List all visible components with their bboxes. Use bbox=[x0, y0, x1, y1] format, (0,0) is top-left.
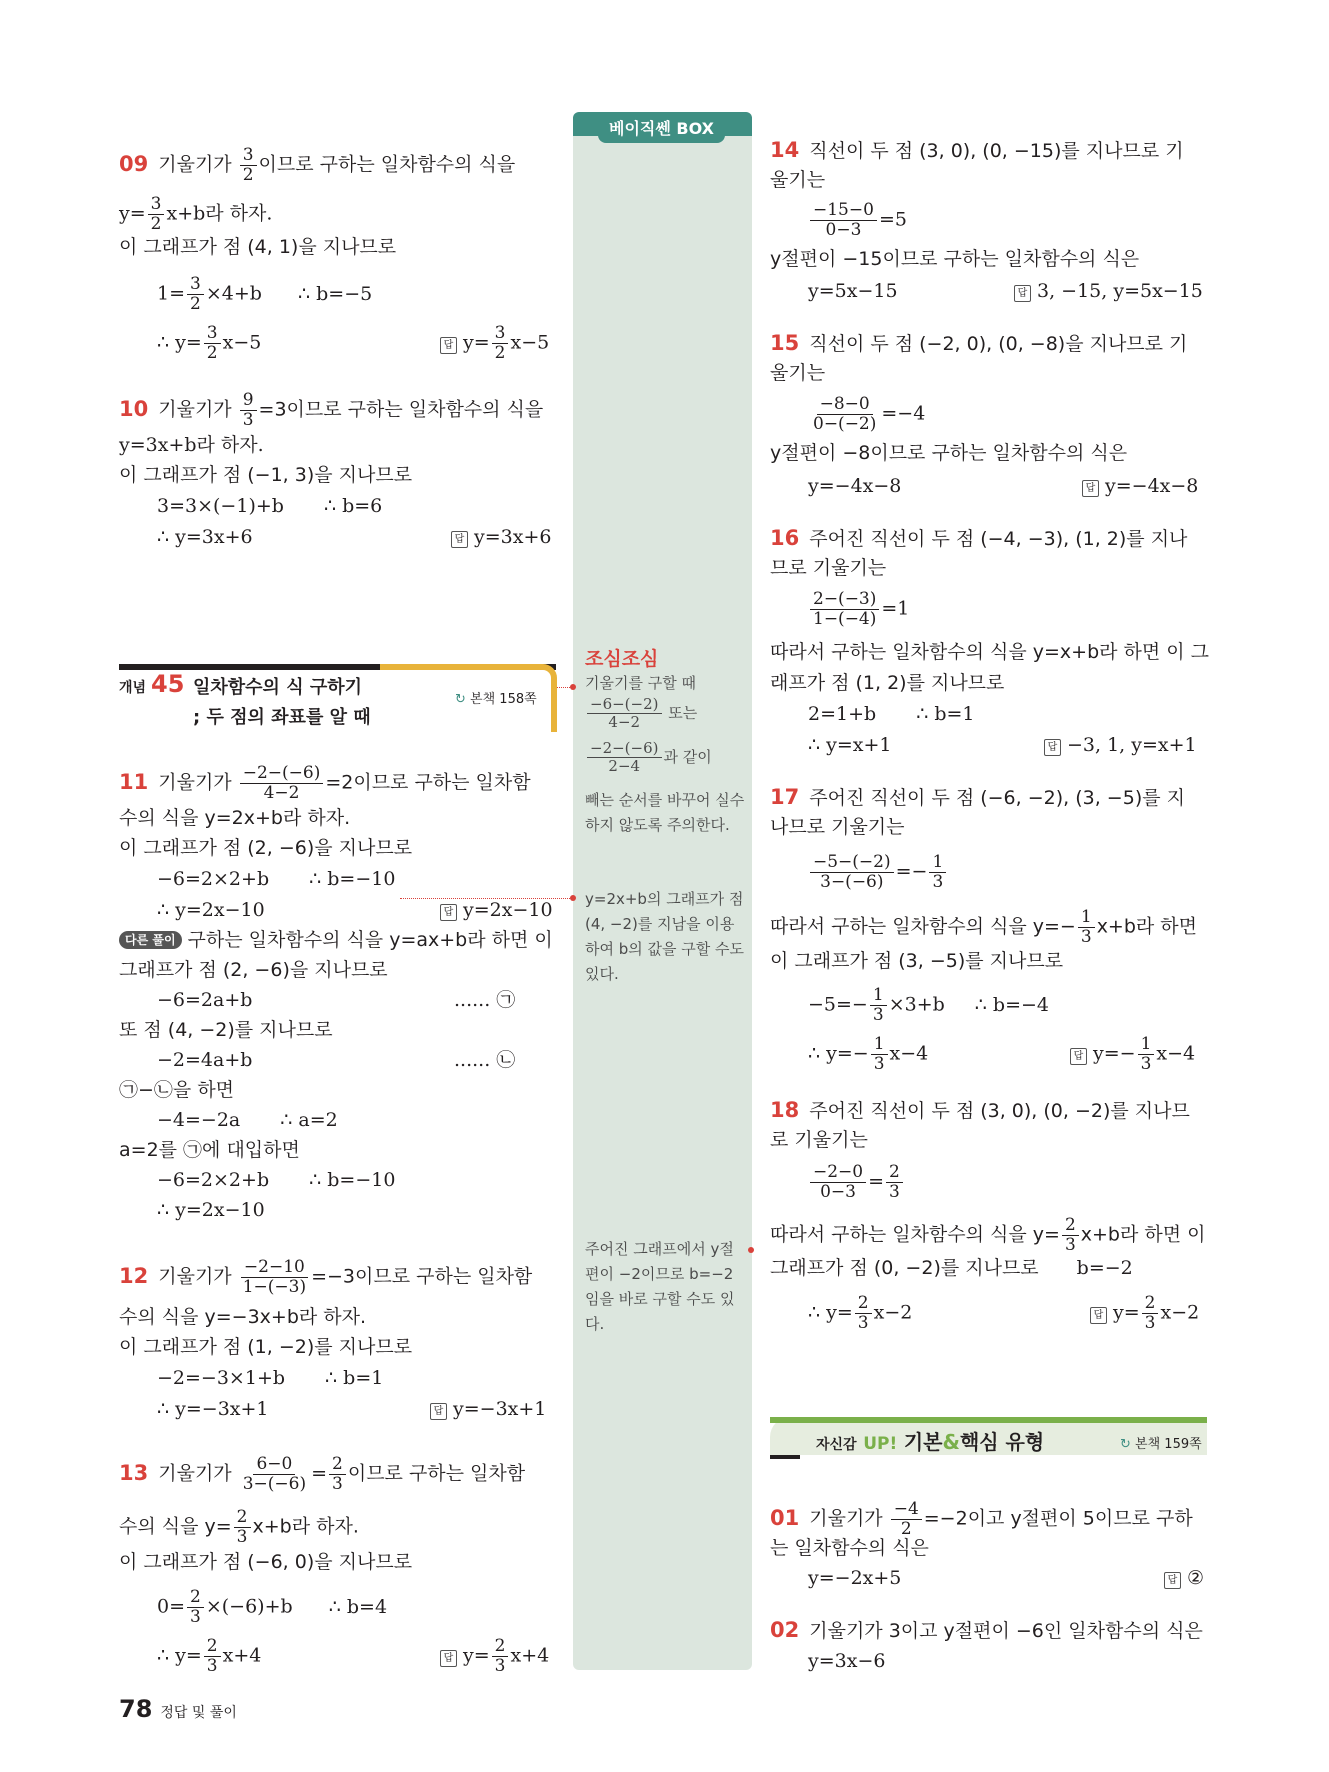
problem-16-answer: 답 −3, 1, y=x+1 bbox=[1044, 733, 1197, 757]
section-ref: ↻ 본책 159쪽 bbox=[1120, 1437, 1202, 1452]
problem-17-line-4: 따라서 구하는 일차함수의 식을 y=− $\frac{1}{3}$ x+b라 하면 bbox=[770, 907, 1198, 947]
problem-11-line-13: a=2를 ㉠에 대입하면 bbox=[119, 1139, 300, 1161]
problem-12-answer: 답 y=−3x+1 bbox=[430, 1397, 546, 1421]
page-number: 78 bbox=[119, 1695, 153, 1723]
answer-mark-icon: 답 bbox=[1164, 1572, 1181, 1589]
problem-13-line-3: 이 그래프가 점 (−6, 0)을 지나므로 bbox=[119, 1551, 413, 1573]
problem-11-line-2: 수의 식을 y=2x+b라 하자. bbox=[119, 807, 351, 829]
question-01-line-1: 01 기울기가 $\frac{-4}{2}$ =−2이고 y절편이 5이므로 구하 bbox=[770, 1499, 1193, 1539]
problem-09-line-3: 이 그래프가 점 (4, 1)을 지나므로 bbox=[119, 236, 397, 258]
problem-18-line-5: 그래프가 점 (0, −2)를 지나므로 b=−2 bbox=[770, 1257, 1133, 1279]
refresh-icon: ↻ bbox=[455, 692, 466, 707]
concept-number: 45 bbox=[151, 670, 185, 698]
problem-12-line-3: 이 그래프가 점 (1, −2)를 지나므로 bbox=[119, 1336, 413, 1358]
section-header-bar bbox=[770, 1417, 1207, 1423]
problem-11-line-6: 다른 풀이 구하는 일차함수의 식을 y=ax+b라 하면 이 bbox=[119, 928, 553, 952]
problem-15-line-4: y절편이 −8이므로 구하는 일차함수의 식은 bbox=[770, 442, 1128, 464]
section-title: 자신감 UP! 기본&핵심 유형 bbox=[816, 1430, 1045, 1454]
answer-mark-icon: 답 bbox=[1014, 285, 1031, 302]
problem-11-line-5: ∴ y=2x−10 bbox=[157, 899, 265, 921]
problem-10-answer: 답 y=3x+6 bbox=[451, 525, 551, 549]
box-title: 베이직쎈 BOX bbox=[598, 115, 725, 143]
caution-fraction-1: $\frac{-6-(-2)}{4-2}$ bbox=[587, 696, 662, 731]
problem-17-answer: 답 y=− $\frac{1}{3}$ x−4 bbox=[1070, 1035, 1195, 1074]
problem-15-line-3: $\frac{-8-0}{0-(-2)}$ =−4 bbox=[813, 394, 926, 434]
problem-14-line-3: $\frac{-15-0}{0-3}$ =5 bbox=[808, 201, 907, 240]
problem-11-line-11: ㉠−㉡을 하면 bbox=[119, 1079, 235, 1101]
problem-12-line-2: 수의 식을 y=−3x+b라 하자. bbox=[119, 1306, 367, 1328]
problem-17-line-1: 17 주어진 직선이 두 점 (−6, −2), (3, −5)를 지 bbox=[770, 785, 1185, 809]
problem-11-line-8: −6=2a+b ...... ㉠ bbox=[157, 989, 516, 1011]
alt-solution-badge: 다른 풀이 bbox=[119, 931, 182, 949]
note-leader bbox=[556, 687, 572, 688]
caution-line-4: 빼는 순서를 바꾸어 실수하지 않도록 주의한다. bbox=[585, 791, 745, 834]
problem-14-line-4: y절편이 −15이므로 구하는 일차함수의 식은 bbox=[770, 248, 1140, 270]
answer-mark-icon: 답 bbox=[1070, 1048, 1087, 1065]
problem-10-line-3: 이 그래프가 점 (−1, 3)을 지나므로 bbox=[119, 464, 413, 486]
problem-18-line-4: 따라서 구하는 일차함수의 식을 y= $\frac{2}{3}$ x+b라 하면 이 bbox=[770, 1215, 1206, 1255]
refresh-icon: ↻ bbox=[1120, 1437, 1131, 1452]
answer-mark-icon: 답 bbox=[440, 337, 457, 354]
problem-14-line-5: y=5x−15 bbox=[808, 280, 898, 302]
side-note-3: 주어진 그래프에서 y절편이 −2이므로 b=−2임을 바로 구할 수도 있다. bbox=[585, 1240, 735, 1333]
problem-11-line-9: 또 점 (4, −2)를 지나므로 bbox=[119, 1019, 333, 1041]
problem-12-line-4: −2=−3×1+b ∴ b=1 bbox=[157, 1367, 384, 1389]
problem-17-line-5: 이 그래프가 점 (3, −5)를 지나므로 bbox=[770, 950, 1064, 972]
problem-10-line-5: ∴ y=3x+6 bbox=[157, 526, 253, 548]
problem-10-line-4: 3=3×(−1)+b ∴ b=6 bbox=[157, 495, 383, 517]
problem-17-line-3: $\frac{-5-(-2)}{3-(-6)}$ =− $\frac{1}{3}$ bbox=[808, 853, 948, 892]
problem-11-answer: 답 y=2x−10 bbox=[440, 898, 553, 922]
problem-16-line-3: $\frac{2-(-3)}{1-(-4)}$ =1 bbox=[808, 590, 909, 629]
problem-11-line-12: −4=−2a ∴ a=2 bbox=[157, 1109, 338, 1131]
answer-mark-icon: 답 bbox=[440, 1650, 457, 1667]
question-02-line-1: 02 기울기가 3이고 y절편이 −6인 일차함수의 식은 bbox=[770, 1618, 1203, 1642]
problem-13-answer: 답 y= $\frac{2}{3}$ x+4 bbox=[440, 1637, 549, 1676]
problem-16-line-6: 2=1+b ∴ b=1 bbox=[808, 703, 975, 725]
problem-11-line-15: ∴ y=2x−10 bbox=[157, 1199, 265, 1221]
problem-12-line-5: ∴ y=−3x+1 bbox=[157, 1398, 269, 1420]
problem-11-line-7: 그래프가 점 (2, −6)을 지나므로 bbox=[119, 959, 388, 981]
concept-prefix: 개념 bbox=[119, 680, 147, 696]
problem-16-line-5: 래프가 점 (1, 2)를 지나므로 bbox=[770, 672, 1005, 694]
question-02-line-2: y=3x−6 bbox=[808, 1650, 886, 1672]
answer-mark-icon: 답 bbox=[1044, 739, 1061, 756]
problem-18-line-3: $\frac{-2-0}{0-3}$ = $\frac{2}{3}$ bbox=[808, 1163, 905, 1202]
problem-11-line-1: 11 기울기가 $\frac{-2-(-6)}{4-2}$ =2이므로 구하는 일차함 bbox=[119, 763, 531, 803]
caution-title: 조심조심 bbox=[585, 648, 659, 670]
question-01-line-2: 는 일차함수의 식은 bbox=[770, 1537, 929, 1559]
concept-title-1: 일차함수의 식 구하기 bbox=[193, 677, 363, 698]
problem-11-line-10: −2=4a+b ...... ㉡ bbox=[157, 1049, 516, 1071]
problem-15-line-2: 울기는 bbox=[770, 362, 826, 384]
problem-18-line-6: ∴ y= $\frac{2}{3}$ x−2 bbox=[808, 1293, 913, 1333]
problem-16-line-2: 므로 기울기는 bbox=[770, 557, 887, 579]
problem-17-line-2: 나므로 기울기는 bbox=[770, 816, 905, 838]
problem-13-line-2: 수의 식을 y= $\frac{2}{3}$ x+b라 하자. bbox=[119, 1507, 359, 1547]
concept-title-2: ; 두 점의 좌표를 알 때 bbox=[193, 707, 371, 728]
problem-16-line-1: 16 주어진 직선이 두 점 (−4, −3), (1, 2)를 지나 bbox=[770, 526, 1188, 550]
problem-17-line-6: −5=− $\frac{1}{3}$ ×3+b ∴ b=−4 bbox=[808, 985, 1049, 1025]
problem-15-line-5: y=−4x−8 bbox=[808, 475, 902, 497]
problem-11-line-3: 이 그래프가 점 (2, −6)을 지나므로 bbox=[119, 837, 413, 859]
page-footer bbox=[119, 1697, 237, 1725]
problem-16-line-7: ∴ y=x+1 bbox=[808, 734, 892, 756]
caution-line-1: 기울기를 구할 때 bbox=[585, 674, 696, 692]
footer-label: 정답 및 풀이 bbox=[160, 1705, 237, 1721]
question-01-line-3: y=−2x+5 bbox=[808, 1567, 902, 1589]
answer-mark-icon: 답 bbox=[440, 904, 457, 921]
problem-18-answer: 답 y= $\frac{2}{3}$ x−2 bbox=[1090, 1294, 1199, 1333]
problem-14-line-2: 울기는 bbox=[770, 169, 826, 191]
question-01-answer: 답 ② bbox=[1164, 1566, 1204, 1590]
problem-15-answer: 답 y=−4x−8 bbox=[1082, 474, 1198, 498]
problem-14-answer: 답 3, −15, y=5x−15 bbox=[1014, 279, 1203, 303]
section-header-mark bbox=[770, 1455, 800, 1459]
answer-mark-icon: 답 bbox=[1090, 1307, 1107, 1324]
problem-14-line-1: 14 직선이 두 점 (3, 0), (0, −15)를 지나므로 기 bbox=[770, 138, 1184, 162]
answer-mark-icon: 답 bbox=[451, 531, 468, 548]
problem-17-line-7: ∴ y=− $\frac{1}{3}$ x−4 bbox=[808, 1034, 929, 1074]
caution-line-3: $\frac{-2-(-6)}{2-4}$ 과 같이 bbox=[585, 740, 745, 775]
problem-18-line-1: 18 주어진 직선이 두 점 (3, 0), (0, −2)를 지나므 bbox=[770, 1098, 1190, 1122]
problem-10-line-2: y=3x+b라 하자. bbox=[119, 434, 264, 456]
problem-13-line-4: 0= $\frac{2}{3}$ ×(−6)+b ∴ b=4 bbox=[157, 1587, 388, 1627]
problem-13-line-5: ∴ y= $\frac{2}{3}$ x+4 bbox=[157, 1636, 262, 1676]
problem-09-line-5: ∴ y= $\frac{3}{2}$ x−5 bbox=[157, 323, 262, 363]
note-marker bbox=[570, 895, 576, 901]
caution-line-2: $\frac{-6-(-2)}{4-2}$ 또는 bbox=[585, 696, 745, 731]
problem-13-line-1: 13 기울기가 $\frac{6-0}{3-(-6)}$ = $\frac{2}{3}$ 이므로 구하는 일차함 bbox=[119, 1454, 526, 1494]
problem-11-line-14: −6=2×2+b ∴ b=−10 bbox=[157, 1169, 396, 1191]
problem-09-line-2: y= $\frac{3}{2}$ x+b라 하자. bbox=[119, 194, 273, 234]
problem-09-line-1: 09 기울기가 $\frac{3}{2}$ 이므로 구하는 일차함수의 식을 bbox=[119, 145, 516, 185]
concept-ref: ↻ 본책 158쪽 bbox=[455, 692, 537, 707]
answer-mark-icon: 답 bbox=[1082, 480, 1099, 497]
problem-15-line-1: 15 직선이 두 점 (−2, 0), (0, −8)을 지나므로 기 bbox=[770, 331, 1188, 355]
note-marker bbox=[748, 1247, 754, 1253]
answer-mark-icon: 답 bbox=[430, 1403, 447, 1420]
problem-18-line-2: 로 기울기는 bbox=[770, 1129, 868, 1151]
problem-09-answer: 답 y= $\frac{3}{2}$ x−5 bbox=[440, 324, 549, 363]
problem-12-line-1: 12 기울기가 $\frac{-2-10}{1-(-3)}$ =−3이므로 구하는 일차함 bbox=[119, 1257, 533, 1297]
problem-11-line-4: −6=2×2+b ∴ b=−10 bbox=[157, 868, 396, 890]
problem-16-line-4: 따라서 구하는 일차함수의 식을 y=x+b라 하면 이 그 bbox=[770, 641, 1210, 663]
problem-09-line-4: 1= $\frac{3}{2}$ ×4+b ∴ b=−5 bbox=[157, 274, 373, 314]
caution-fraction-2: $\frac{-2-(-6)}{2-4}$ bbox=[587, 740, 662, 775]
side-note-2: y=2x+b의 그래프가 점 (4, −2)를 지남을 이용하여 b의 값을 구할 수도 있다. bbox=[585, 890, 745, 983]
problem-10-line-1: 10 기울기가 $\frac{9}{3}$ =3이므로 구하는 일차함수의 식을 bbox=[119, 390, 544, 430]
